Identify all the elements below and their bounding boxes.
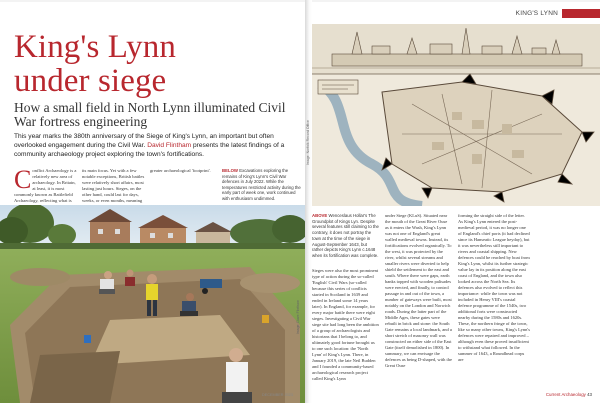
map-illustration xyxy=(312,24,600,206)
standfirst: This year marks the 380th anniversary of the Siege of King's Lynn, an important but often overlooked engagement during the Civil War. David Flintham presents the latest findings of a community archaeology project exploring the town's fortifications. xyxy=(14,133,285,158)
body-column-3: forming the straight side of the letter. As King's Lynn entered the post-medieval period, it was no longer one of England's chief ports (it had declined since its Hanseatic League heyday), but it was nevertheless still important to rivers and coastal shipping. New defences could be reached by boat from King's Lynn, whilst its further strategic value lay in its position along the east coast of England, and the town also looked across the North Sea. Its defences also evolved to reflect this importance: while the town was not included in Henry VIII's coastal defence programme of the 1540s, two additional forts were constructed nearby during the 1580s and 1620s. These, the northern fringe of the town, like so many other towns, King's Lynn's defences were repaired and improved – although even these proved insufficient to withstand what followed. In the summer of 1643, a Roundhead corps are xyxy=(458,213,530,362)
page-number: 43 xyxy=(587,392,592,397)
article-title: King's Lynn under siege xyxy=(14,29,176,99)
article-subtitle: How a small field in North Lynn illuminated Civil War fortress engineering xyxy=(14,100,286,129)
intro-column-1: C onflict Archaeology is a relatively new area of archaeology. In Britain, at least, it is most commonly known as Battlefield Archaeology, reflecting what is xyxy=(14,165,77,204)
intro-column-2: its main focus. Yet with a few notable exceptions, British battles were relatively short affairs, most lasting just hours. Sieges, on the other hand, could last for days, weeks, or even months, meaning xyxy=(82,168,145,204)
intro-column-3: greater archaeological 'footprint'. xyxy=(150,168,211,173)
folio-date: DECEMBER 2023 xyxy=(262,393,294,397)
magazine-name: Current Archaeology xyxy=(545,392,586,397)
photo-credit: Image: Dave Flintham xyxy=(296,300,300,335)
dropcap: C xyxy=(14,165,32,194)
page-spine xyxy=(305,0,312,403)
excavation-photo-illustration xyxy=(0,205,305,403)
section-tag: KING'S LYNN xyxy=(515,10,558,17)
folio-right xyxy=(546,392,592,397)
body-column-2: under Siege (KLuS). Situated near the mouth of the Great River Ouse as it enters the Wash, King's Lynn was not one of England's great walled medieval towns. Instead, its fortifications evolved organically. To the west, it was protected by the river, whilst several streams and smaller rivers were diverted to help shield the settlement to the east and south. Where there were gaps, earth banks topped with wooden palisades were erected, and finally, to control passage in and out of the town, a number of gateways were built, most notably on the London and Norwich roads. During the latter part of the Middle Ages, these gates were rebuilt in brick and stone: the South Gate remains a local landmark, and a short stretch of masonry wall was constructed on either side of the East Gate (itself demolished in 1800). In summary, we can envisage the defences as being D-shaped, with the Great Ouse xyxy=(385,213,452,368)
below-caption: BELOW Excavations exploring the remains of King's Lynn's Civil War defences in July 2022. While the temperatures restricted activity during the early part of week one, work continued with enthusiasm undimmed. xyxy=(222,168,301,201)
map-credit: Image: Norfolk Record Office xyxy=(306,120,310,166)
section-tag-bar xyxy=(562,9,600,18)
body-column-1: Sieges were also the most prominent type of action during the so-called 'English' Civil Wars (so-called because this series of conflicts started in Scotland in 1639 and ended in Ireland some 14 years later). In England, for example, for every major battle there were eight sieges. Investigating a Civil War siege site had long been the ambition of a group of archaeologists and historians that I belong to, and ultimately good fortune brought us to one such location: the 'North Lynn' of King's Lynn. There, in January 2019, the late Neil Budden and I founded a community-based archaeological research project called King's Lynn xyxy=(312,268,379,381)
author-name[interactable]: David Flintham xyxy=(147,142,192,149)
excavation-photo xyxy=(0,205,305,403)
above-caption: ABOVE Wenceslaus Hollar's The Groundplot of Kings Lyn. Despite several features still claiming to the contrary, it does not portray the town at the time of the siege in August-September 1643, but rather depicts King's Lynn c.1648 when its fortification was complete. xyxy=(312,213,379,258)
page-top-edge xyxy=(0,0,600,2)
hollar-groundplot-map xyxy=(312,24,600,206)
